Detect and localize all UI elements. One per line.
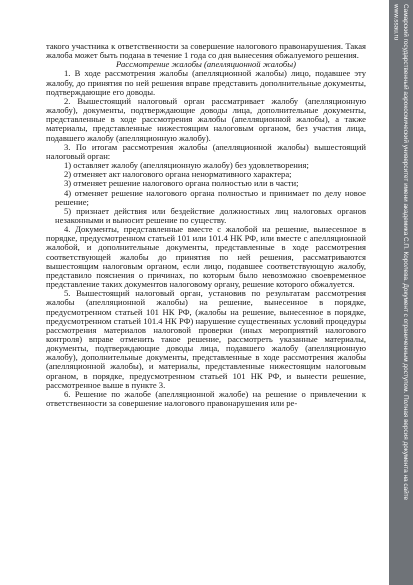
paragraph-3: 3. По итогам рассмотрения жалобы (апелляционной жалобы) вышестоящий налоговый орган: [46,141,366,161]
list-item: 2) отменяет акт налогового органа ненормативного характера; [64,169,292,180]
paragraph-2: 2. Вышестоящий налоговый орган рассматривает жалобу (апелляционную жалобу), документы, подтверждающие доводы лица, дополнительные документы, представленные в ходе рассмотрения жалобы (апелляционной жалобы), а также материалы, представленные нижестоящим налоговым органом, без участия лица, подавшего жалобу (апелляционную жалобу). [46,95,366,143]
list-item: 1) оставляет жалобу (апелляционную жалобу) без удовлетворения; [64,160,309,171]
paragraph-5: 5. Вышестоящий налоговый орган, установив по результатам рассмотрения жалобы (апелляционной жалобы) на решение, вынесенное в порядке, предусмотренном статьей 101 НК РФ, (жалобы на решение, вынесенное в порядке, предусмотренном статьей 101.4 НК РФ) нарушение существенных условий процедуры рассмотрения материалов налоговой проверки (иных мероприятий налогового контроля) вправе отменить такое решение, рассмотреть указанные материалы, документы, подтверждающие доводы лица, подавшего жалобу (апелляционную жалобу), дополнительные документы, представленные в ходе рассмотрения жалобы (апелляционной жалобы), и материалы, представленные нижестоящим налоговым органом, в порядке, предусмотренном статьей 101 НК РФ, и вынести решение, рассмотренное выше в пункте 3. [46,288,366,390]
paragraph-6: 6. Решение по жалобе (апелляционной жалобе) на решение о привлечении к ответственности за совершение налогового правонарушения или ре- [46,388,366,409]
list-item: 4) отменяет решение налогового органа полностью и принимает по делу новое решение; [55,187,366,207]
side-banner-line-1: Самарский государственный аэрокосмический университет имени академика С.П. Королева. Документ с ограниченным доступом. Полная версия документа на сайте [402,4,409,501]
document-page [46,42,366,408]
list-item: 3) отменяет решение налогового органа полностью или в части; [64,178,299,189]
side-banner-line-2[interactable]: www.ssau.ru [392,4,400,41]
intro-paragraph: такого участника к ответственности за совершение налогового правонарушения. Такая жалоба может быть подана в течение 1 года со дня вынесения обжалуемого решения. [46,41,366,61]
paragraph-1: 1. В ходе рассмотрения жалобы (апелляционной жалобы) лицо, подавшее эту жалобу, до принятия по ней решения вправе представить дополнительные документы, подтверждающие его доводы. [46,68,366,97]
side-banner-text [391,4,410,500]
paragraph-4: 4. Документы, представленные вместе с жалобой на решение, вынесенное в порядке, предусмотренном статьей 101 или 101.4 НК РФ, или вместе с апелляционной жалобой, и дополнительные документы, представленные в ходе рассмотрения соответствующей жалобы до принятия по ней решения, рассматриваются вышестоящим налоговым органом, если лицо, подавшее соответствующую жалобу, представило пояснения о причинах, по которым было невозможно своевременное представление таких документов налоговому органу, решение которого обжалуется. [46,224,366,290]
list-item: 5) признает действия или бездействие должностных лиц налоговых органов незаконными и выносит решение по существу. [55,205,366,225]
section-heading: Рассмотрение жалобы (апелляционной жалобы) [116,59,296,70]
side-banner [389,0,413,585]
